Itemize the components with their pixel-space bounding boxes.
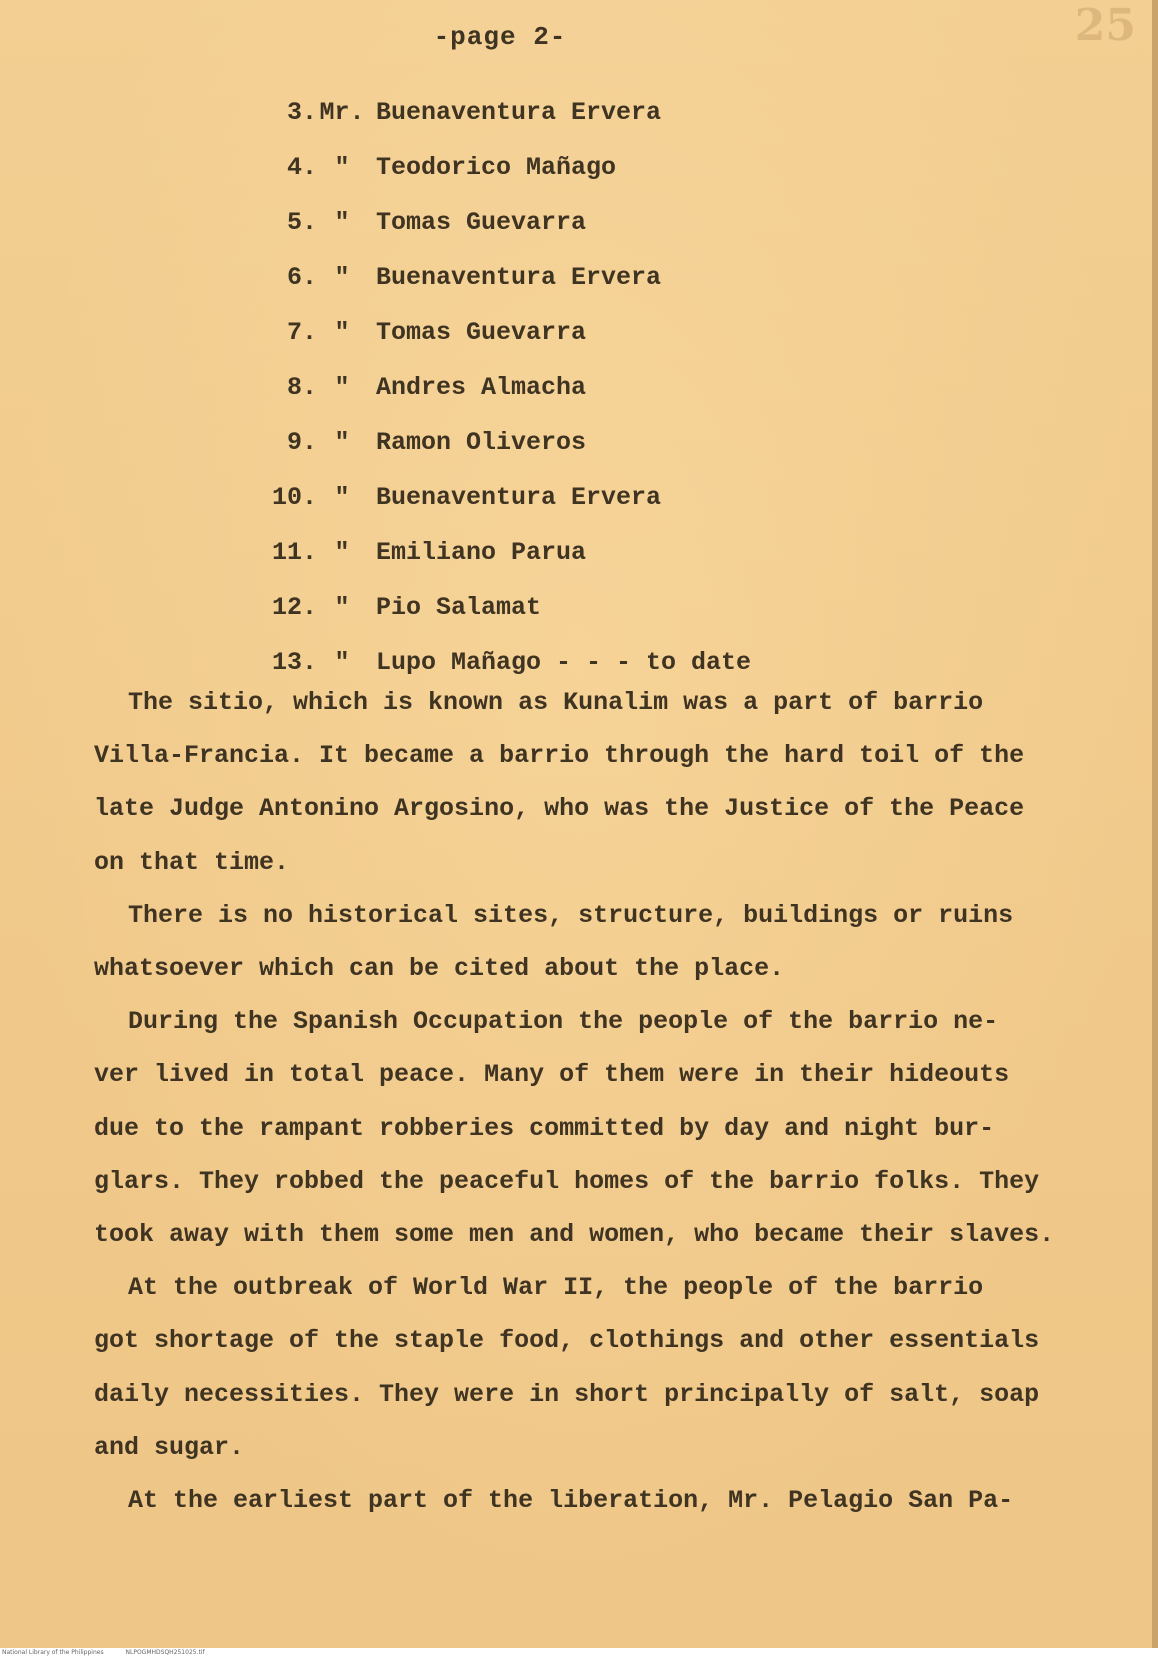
list-item-number: 4 [286,153,302,182]
list-item-dot: . [302,593,318,622]
list-item-number: 12 [271,593,302,622]
list-item-title: Mr. [319,98,365,127]
list-item-name: Emiliano Parua [376,538,587,567]
footer-file-id: NLPOGMHDSQH251025.tif [125,1649,205,1656]
list-item-dot: . [302,208,318,237]
paragraph [94,676,1074,889]
list-item-title: " [334,483,350,512]
text-line: Villa-Francia. It became a barrio through the hard toil of the [94,741,1025,771]
list-item-title: " [334,373,350,402]
list-item-name: Ramon Oliveros [376,428,587,457]
text-line: At the earliest part of the liberation, Mr. Pelagio San Pa- [128,1486,1014,1516]
paragraph [94,1474,1074,1527]
text-line: At the outbreak of World War II, the people of the barrio [128,1273,984,1303]
list-item [258,373,751,428]
list-item-dot: . [302,98,318,127]
text-line: There is no historical sites, structure, buildings or ruins [128,900,1014,930]
list-item-name: Teodorico Mañago [376,153,617,182]
list-item-name: Pio Salamat [376,593,542,622]
page-header: -page 2- [433,22,567,52]
list-item-title: " [334,538,350,567]
list-item-title: " [334,428,350,457]
list-item-dot: . [302,153,318,182]
list-item-dot: . [302,483,318,512]
list-item-dot: . [302,428,318,457]
list-item-title: " [334,153,350,182]
list-item-dot: . [302,538,318,567]
list-item-number: 9 [286,428,302,457]
list-item-number: 10 [271,483,302,512]
list-item-dot: . [302,648,318,677]
text-line: During the Spanish Occupation the people of the barrio ne- [128,1007,999,1037]
text-line: ver lived in total peace. Many of them were in their hideouts [94,1060,1010,1090]
list-item [258,98,751,153]
list-item-name: Tomas Guevarra [376,208,587,237]
page-edge [1152,0,1158,1658]
text-line: late Judge Antonino Argosino, who was the Justice of the Peace [94,794,1025,824]
text-line: on that time. [94,847,290,877]
list-item-title: " [334,208,350,237]
list-item-title: " [334,648,350,677]
list-item [258,318,751,373]
paragraph [94,889,1074,995]
list-item [258,263,751,318]
text-line: took away with them some men and women, who became their slaves. [94,1220,1055,1250]
list-item-number: 6 [286,263,302,292]
text-line: glars. They robbed the peaceful homes of the barrio folks. They [94,1166,1040,1196]
list-item-number: 13 [271,648,302,677]
list-item [258,593,751,648]
list-item [258,483,751,538]
list-item-dot: . [302,373,318,402]
text-line: due to the rampant robberies committed by day and night bur- [94,1113,995,1143]
list-item-title: " [334,263,350,292]
list-item-number: 8 [286,373,302,402]
list-item-name: Buenaventura Ervera [376,98,662,127]
text-line: daily necessities. They were in short principally of salt, soap [94,1379,1040,1409]
body-text [94,676,1074,1527]
list-item [258,208,751,263]
text-line: got shortage of the staple food, clothings and other essentials [94,1326,1040,1356]
list-item [258,538,751,593]
text-line: whatsoever which can be cited about the place. [94,954,785,984]
list-item [258,428,751,483]
text-line: The sitio, which is known as Kunalim was a part of barrio [128,688,984,717]
list-item-number: 5 [286,208,302,237]
text-line: and sugar. [94,1432,245,1462]
list-item-dot: . [302,263,318,292]
paragraph [94,995,1074,1261]
list-item [258,153,751,208]
list-item-name: Lupo Mañago - - - to date [376,648,752,677]
archive-page-number: 25 [1074,0,1136,51]
paragraph [94,1261,1074,1474]
officials-list [258,98,751,703]
list-item-name: Buenaventura Ervera [376,263,662,292]
list-item-title: " [334,318,350,347]
list-item-title: " [334,593,350,622]
scan-footer [0,1648,1158,1658]
list-item-dot: . [302,318,318,347]
list-item-name: Buenaventura Ervera [376,483,662,512]
footer-institution: National Library of the Philippines [2,1649,104,1656]
list-item-name: Andres Almacha [376,373,587,402]
list-item-name: Tomas Guevarra [376,318,587,347]
list-item-number: 11 [271,538,302,567]
list-item-number: 3 [286,98,302,127]
list-item-number: 7 [286,318,302,347]
